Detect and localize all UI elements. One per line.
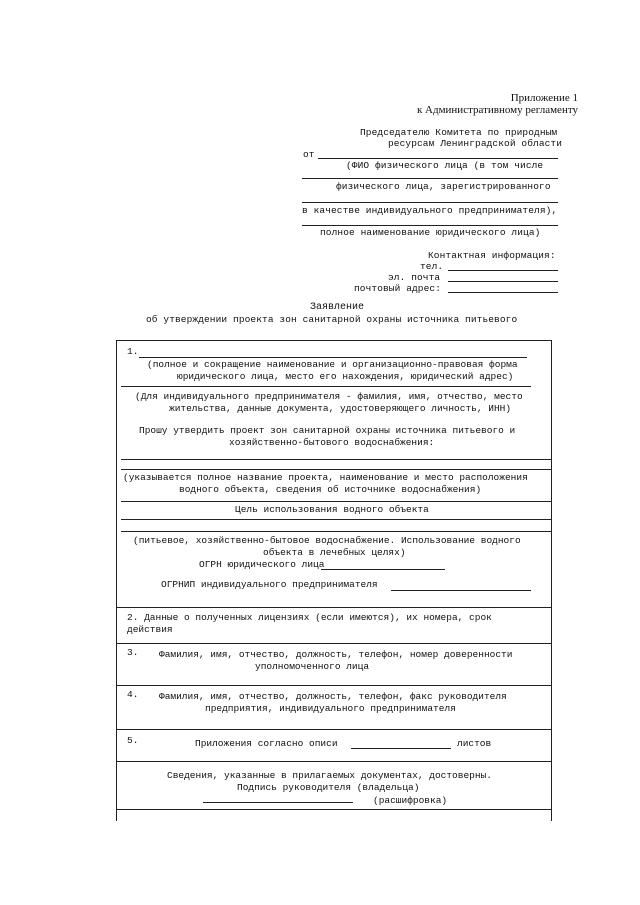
signature-label: Подпись руководителя (владельца) (237, 782, 420, 793)
document-title: Заявление (310, 302, 365, 313)
section-divider-2 (117, 607, 551, 608)
purpose-hint-2: объекта в лечебных целях) (263, 547, 406, 558)
purpose-label: Цель использования водного объекта (235, 504, 429, 515)
applicant-hint-4: полное наименование юридического лица) (320, 227, 541, 238)
section-4-line-2: предприятия, индивидуального предпринимателя (205, 703, 456, 714)
addressee-line-2: ресурсам Ленинградской области (388, 138, 563, 149)
applicant-hint-3: в качестве индивидуального предпринимателя), (302, 205, 558, 216)
sheets-label: листов (457, 738, 492, 749)
ogrnip-field[interactable] (391, 590, 531, 591)
section-divider-4 (117, 685, 551, 686)
ogrnip-label: ОГРНИП индивидуального предпринимателя (161, 579, 378, 590)
postal-field[interactable] (448, 292, 558, 293)
request-text-2: хозяйственно-бытового водоснабжения: (229, 437, 435, 448)
appendix-number: Приложение 1 (510, 92, 578, 104)
attachments-label: Приложения согласно описи (195, 738, 338, 749)
attachments-count-field[interactable] (351, 748, 451, 749)
section-4-line-1: Фамилия, имя, отчество, должность, телефон, факс руководителя (159, 691, 507, 702)
signature-field[interactable] (203, 802, 353, 803)
ip-hint-2: жительства, данные документа, удостоверяющего личность, ИНН) (169, 403, 512, 414)
org-hint-2: юридического лица, место его нахождения, юридический адрес) (177, 371, 514, 382)
project-fill-line-3[interactable] (121, 501, 551, 502)
purpose-hint-1: (питьевое, хозяйственно-бытовое водоснабжение. Использование водного (133, 535, 521, 546)
applicant-hint-1: (ФИО физического лица (в том числе (346, 160, 544, 171)
decode-label: (расшифровка) (373, 795, 448, 806)
email-label: эл. почта (388, 272, 441, 283)
project-hint-2: водного объекта, сведения об источнике водоснабжения) (179, 484, 482, 495)
org-name-fill-line[interactable] (139, 357, 527, 358)
section-5-number: 5. (127, 735, 139, 746)
section-divider-6 (117, 761, 551, 762)
email-field[interactable] (448, 281, 558, 282)
section-divider-3 (117, 643, 551, 644)
document-subtitle: об утверждении проекта зон санитарной охраны источника питьевого (146, 314, 518, 325)
phone-field[interactable] (448, 270, 558, 271)
purpose-fill-line-1[interactable] (121, 519, 551, 520)
from-fill-line[interactable] (318, 158, 558, 159)
section-2-line-2: действия (127, 624, 173, 635)
ogrn-field[interactable] (321, 569, 445, 570)
phone-label: тел. (420, 261, 444, 272)
section-1-number: 1. (127, 346, 139, 357)
applicant-fill-line-3[interactable] (302, 225, 558, 226)
project-hint-1: (указывается полное название проекта, наименование и место расположения (123, 472, 528, 483)
section-4-number: 4. (127, 689, 139, 700)
section-divider-5 (117, 729, 551, 730)
section-3-number: 3. (127, 647, 139, 658)
request-text-1: Прошу утвердить проект зон санитарной охраны источника питьевого и (139, 425, 516, 436)
section-3-line-1: Фамилия, имя, отчество, должность, телефон, номер доверенности (159, 649, 513, 660)
applicant-fill-line-2[interactable] (302, 202, 558, 203)
section-3-line-2: уполномоченного лица (255, 661, 370, 672)
org-hint-1: (полное и сокращение наименование и организационно-правовая форма (147, 359, 518, 370)
purpose-fill-line-2[interactable] (121, 531, 551, 532)
postal-label: почтовый адрес: (354, 283, 442, 294)
form-bottom-divider (117, 809, 551, 810)
contacts-title: Контактная информация: (428, 250, 556, 261)
addressee-line-1: Председателю Комитета по природным (360, 127, 558, 138)
project-fill-line-1[interactable] (121, 459, 551, 460)
from-label: от (303, 149, 315, 160)
applicant-fill-line-1[interactable] (302, 178, 558, 179)
confirmation-text: Сведения, указанные в прилагаемых документах, достоверны. (167, 770, 492, 781)
section-2-line-1: 2. Данные о полученных лицензиях (если имеются), их номера, срок (127, 612, 492, 623)
ip-fill-line[interactable] (121, 386, 531, 387)
ogrn-label: ОГРН юридического лица (199, 559, 325, 570)
ip-hint-1: (Для индивидуального предпринимателя - фамилия, имя, отчество, место (135, 391, 523, 402)
applicant-hint-2: физического лица, зарегистрированного (336, 181, 551, 192)
project-fill-line-2[interactable] (121, 469, 551, 470)
application-form (116, 340, 552, 821)
appendix-reference: к Административному регламенту (416, 104, 578, 116)
